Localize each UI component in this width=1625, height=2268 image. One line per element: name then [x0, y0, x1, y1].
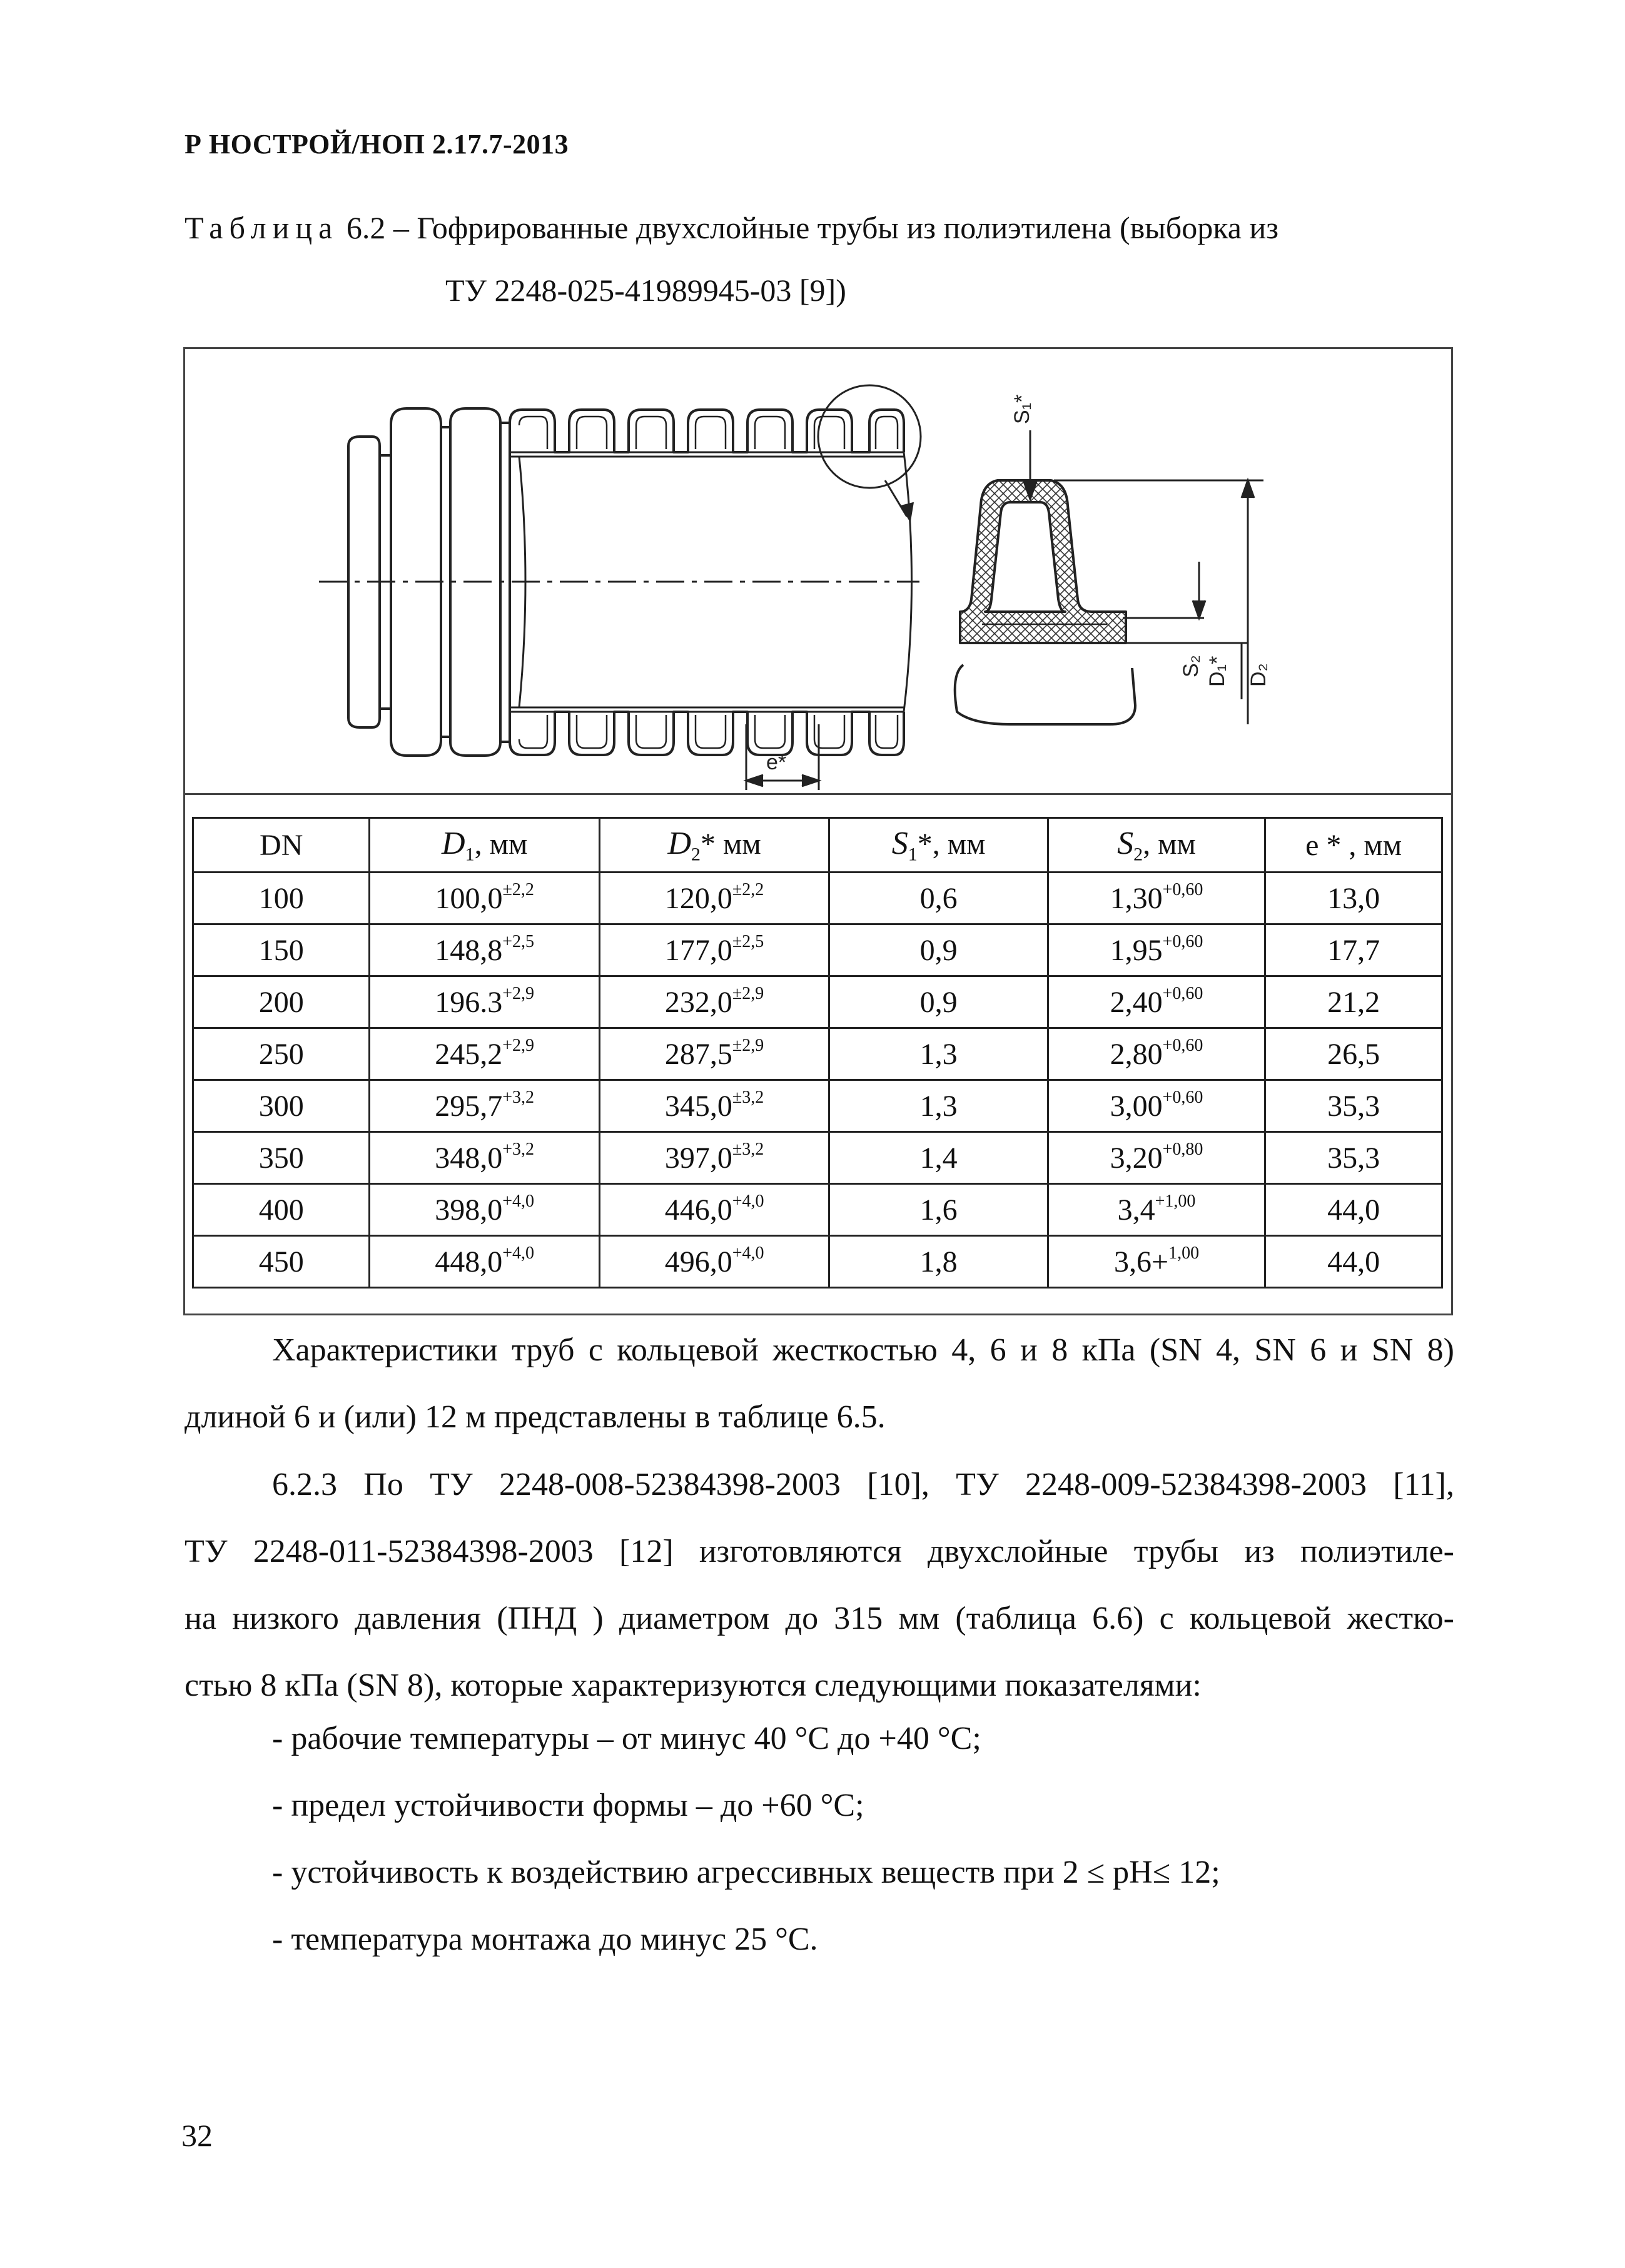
- list-item: - устойчивость к воздействию агрессивных веществ при 2 ≤ pH≤ 12;: [272, 1855, 1220, 1890]
- page-number: 32: [181, 2118, 213, 2153]
- col-header-e: e * , мм: [1265, 818, 1442, 873]
- col-header-d2: $D_2*$ мм: [599, 818, 829, 873]
- d2-label: D₂: [1247, 663, 1270, 687]
- caption-text-line2: ТУ 2248-025-41989945-03 [9]): [445, 273, 846, 308]
- e-label: e*: [766, 751, 787, 774]
- figure-divider: [183, 793, 1453, 795]
- paragraph-line: длиной 6 и (или) 12 м представлены в таблице 6.5.: [185, 1399, 886, 1435]
- table-row: 200 $196.3^{+2,9}$ $232,0^{\pm 2,9}$ 0,9 $2,40^{+0,60}$ 21,2: [193, 976, 1442, 1028]
- col-header-s2: $S_2$, мм: [1048, 818, 1265, 873]
- table-row: 400 $398,0^{+4,0}$ $446,0^{+4,0}$ 1,6 $3,4^{+1,00}$ 44,0: [193, 1184, 1442, 1236]
- table-row: 100 $100,0^{\pm 2,2}$ $120,0^{\pm 2,2}$ 0,6 $1,30^{+0,60}$ 13,0: [193, 873, 1442, 924]
- table-row: 150 $148,8^{+2,5}$ $177,0^{\pm 2,5}$ 0,9 $1,95^{+0,60}$ 17,7: [193, 924, 1442, 976]
- paragraph-line: 6.2.3 По ТУ 2248-008-52384398-2003 [10], ТУ 2248-009-52384398-2003 [11],: [272, 1467, 1454, 1502]
- s1-label: S₁*: [1010, 394, 1034, 424]
- table-caption: [185, 210, 1473, 246]
- s2-label: S₂: [1179, 655, 1203, 677]
- table-row: 250 $245,2^{+2,9}$ $287,5^{\pm 2,9}$ 1,3 $2,80^{+0,60}$ 26,5: [193, 1028, 1442, 1080]
- paragraph-line: ТУ 2248-011-52384398-2003 [12] изготовляются двухслойные трубы из полиэтиле-: [185, 1534, 1454, 1569]
- col-header-s1: $S_1*$, мм: [829, 818, 1048, 873]
- paragraph-line: Характеристики труб с кольцевой жесткостью 4, 6 и 8 кПа (SN 4, SN 6 и SN 8): [272, 1332, 1454, 1368]
- pipe-spec-table: [192, 817, 1443, 1288]
- list-item: - температура монтажа до минус 25 °С.: [272, 1921, 818, 1957]
- col-header-dn: DN: [193, 818, 370, 873]
- caption-label: Таблица: [185, 210, 339, 245]
- document-header: Р НОСТРОЙ/НОП 2.17.7-2013: [185, 129, 569, 159]
- pipe-drawing: [185, 349, 1451, 792]
- paragraph-line: стью 8 кПа (SN 8), которые характеризуются следующими показателями:: [185, 1668, 1202, 1703]
- caption-text-line1: 6.2 – Гофрированные двухслойные трубы из полиэтилена (выборка из: [346, 210, 1278, 245]
- d1-label: D₁*: [1205, 656, 1229, 687]
- table-row: 450 $448,0^{+4,0}$ $496,0^{+4,0}$ 1,8 3,6+$^{1,00}$ 44,0: [193, 1236, 1442, 1288]
- paragraph-line: на низкого давления (ПНД ) диаметром до 315 мм (таблица 6.6) с кольцевой жестко-: [185, 1601, 1454, 1636]
- col-header-d1: $D_1$, мм: [370, 818, 599, 873]
- table-row: 350 $348,0^{+3,2}$ $397,0^{\pm 3,2}$ 1,4 $3,20^{+0,80}$ 35,3: [193, 1132, 1442, 1184]
- table-row: 300 $295,7^{+3,2}$ $345,0^{\pm 3,2}$ 1,3 $3,00^{+0,60}$ 35,3: [193, 1080, 1442, 1132]
- paragraph-6-2-3: [185, 1451, 1454, 1719]
- list-item: - предел устойчивости формы – до +60 °С;: [272, 1788, 864, 1823]
- table-header-row: [193, 818, 1442, 873]
- paragraph-characteristics: [185, 1317, 1454, 1450]
- list-item: - рабочие температуры – от минус 40 °С до +40 °С;: [272, 1721, 981, 1756]
